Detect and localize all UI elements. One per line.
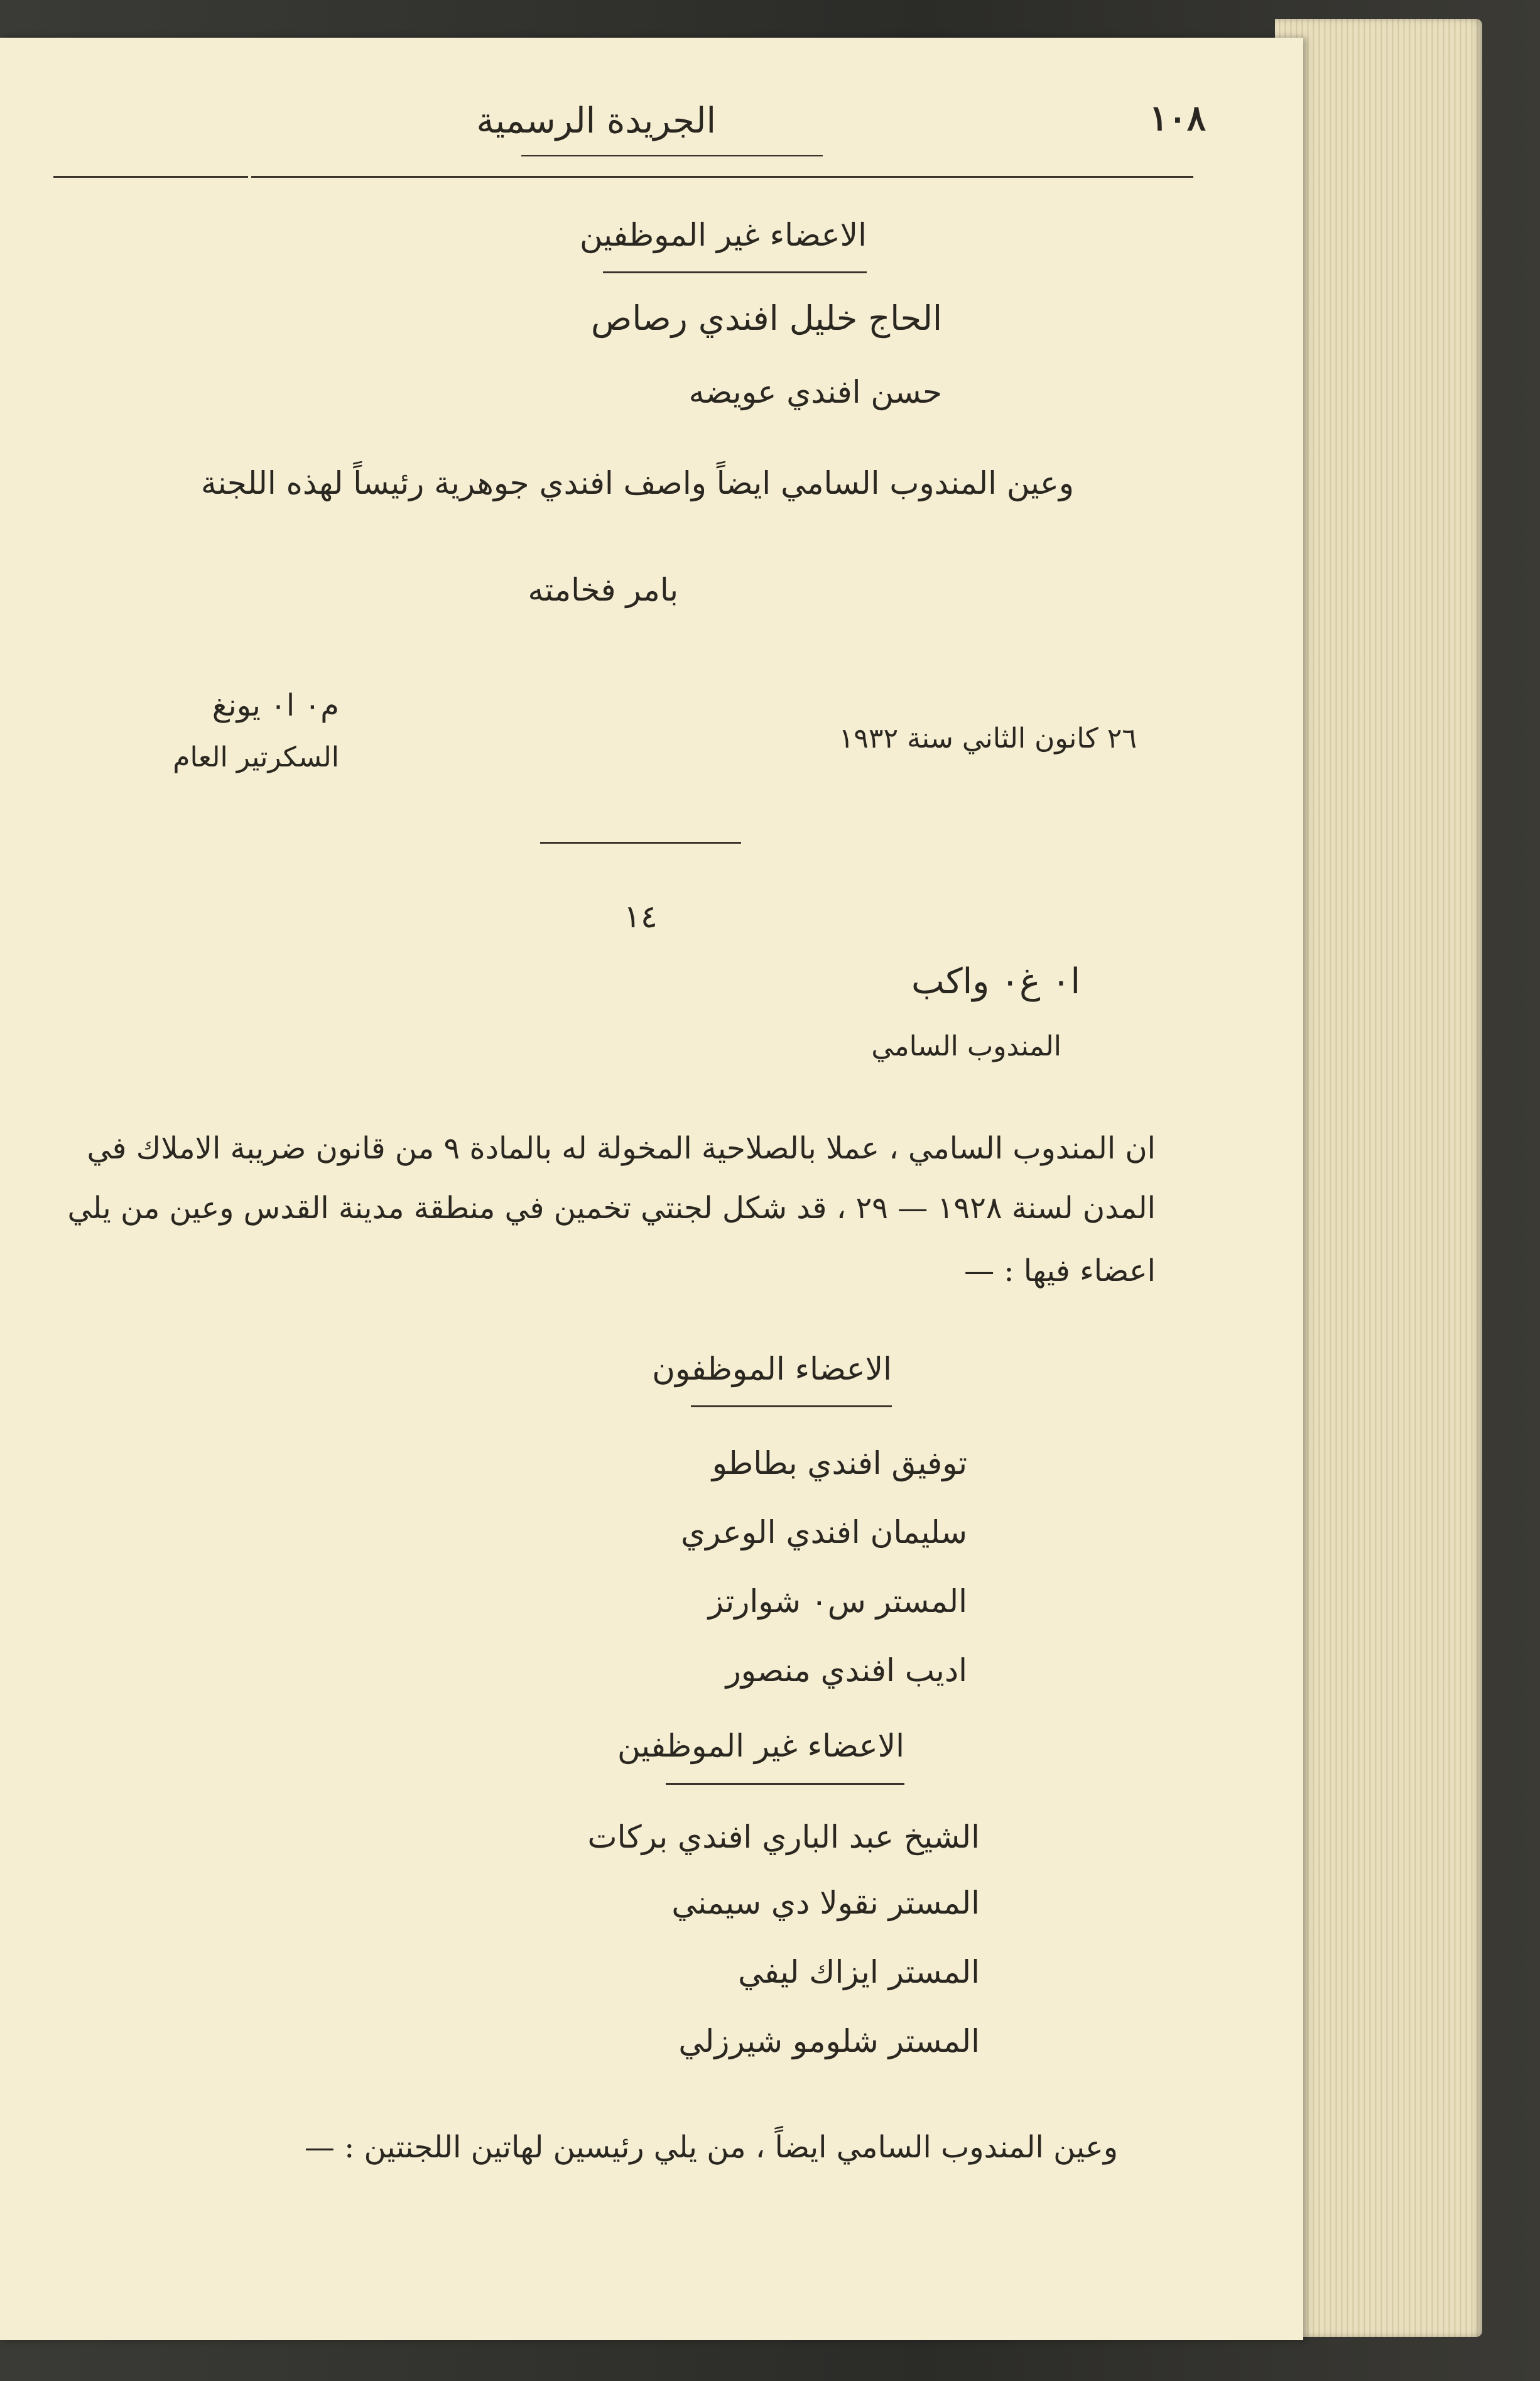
heading-underline — [691, 1405, 892, 1407]
member-name: الشيخ عبد الباري افندي بركات — [587, 1819, 980, 1855]
page-number: ١٠٨ — [1149, 97, 1206, 139]
heading-underline — [666, 1783, 904, 1785]
member-name: المستر نقولا دي سيمني — [671, 1885, 980, 1921]
header-rule-left — [53, 176, 248, 178]
section-heading: الاعضاء غير الموظفين — [617, 1728, 904, 1764]
notice-body-line: ان المندوب السامي ، عملا بالصلاحية المخولة له بالمادة ٩ من قانون ضريبة الاملاك في — [87, 1131, 1156, 1166]
notice-body-line: المدن لسنة ١٩٢٨ — ٢٩ ، قد شكل لجنتي تخمين في منطقة مدينة القدس وعين من يلي — [67, 1190, 1156, 1226]
appointment-text: وعين المندوب السامي ايضاً واصف افندي جوهرية رئيساً لهذه اللجنة — [200, 465, 1074, 501]
member-name: المستر س٠ شوارتز — [708, 1583, 967, 1620]
section-divider — [540, 842, 741, 844]
section-heading: الاعضاء غير الموظفين — [579, 217, 867, 253]
issuer-name: ا٠ غ٠ واكب — [911, 961, 1080, 1002]
section-heading: الاعضاء الموظفون — [652, 1351, 892, 1387]
page-header-title: الجريدة الرسمية — [476, 101, 716, 141]
page-edges — [1275, 19, 1482, 2337]
member-name: الحاج خليل افندي رصاص — [591, 298, 942, 338]
document-page — [0, 38, 1303, 2340]
signatory-title: السكرتير العام — [173, 741, 339, 773]
heading-underline — [603, 271, 867, 273]
notice-body-line: اعضاء فيها : — — [964, 1253, 1156, 1289]
signatory-name: م٠ ا٠ يونغ — [212, 688, 339, 723]
document-date: ٢٦ كانون الثاني سنة ١٩٣٢ — [838, 722, 1137, 755]
member-name: حسن افندي عويضه — [688, 374, 942, 410]
member-name: توفيق افندي بطاطو — [712, 1445, 967, 1481]
closing-text: وعين المندوب السامي ايضاً ، من يلي رئيسين لهاتين اللجنتين : — — [304, 2130, 1118, 2165]
member-name: المستر ايزاك ليفي — [738, 1954, 980, 1990]
header-rule-right — [251, 176, 1193, 178]
member-name: سليمان افندي الوعري — [681, 1514, 967, 1550]
issuer-title: المندوب السامي — [871, 1030, 1061, 1062]
notice-number: ١٤ — [624, 898, 658, 935]
member-name: المستر شلومو شيرزلي — [678, 2023, 980, 2059]
member-name: اديب افندي منصور — [725, 1652, 967, 1689]
by-order-text: بامر فخامته — [528, 572, 678, 608]
header-rule-center — [521, 155, 823, 156]
